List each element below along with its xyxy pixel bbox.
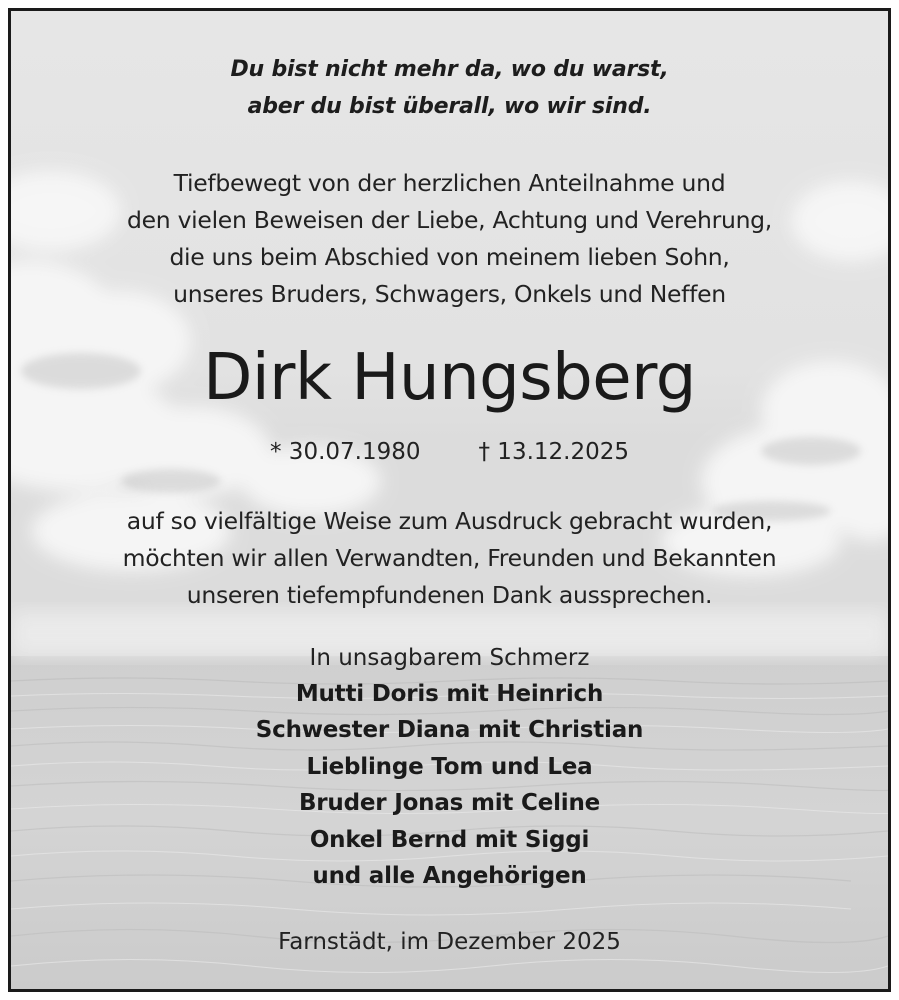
signature-name: Onkel Bernd mit Siggi (309, 827, 590, 853)
thanks-line-3: unseren tiefempfundenen Dank aussprechen. (186, 581, 713, 609)
signature-name: und alle Angehörigen (312, 863, 587, 889)
place-and-date: Farnstädt, im Dezember 2025 (278, 929, 621, 955)
thanks-line-2: möchten wir allen Verwandten, Freunden und Bekannten (122, 544, 777, 572)
life-dates (11, 439, 888, 465)
signature-name: Mutti Doris mit Heinrich (295, 681, 604, 707)
intro-line-3: die uns beim Abschied von meinem lieben Sohn, (169, 243, 730, 271)
motto-line-1: Du bist nicht mehr da, wo du warst, (230, 57, 669, 82)
obituary-content (11, 11, 888, 989)
signature-name: Bruder Jonas mit Celine (298, 790, 601, 816)
signature-intro: In unsagbarem Schmerz (309, 645, 590, 671)
obituary-frame (8, 8, 891, 992)
motto-line-2: aber du bist überall, wo wir sind. (247, 94, 652, 119)
thanks-line-1: auf so vielfältige Weise zum Ausdruck gebracht wurden, (126, 507, 773, 535)
intro-line-2: den vielen Beweisen der Liebe, Achtung und Verehrung, (127, 206, 772, 234)
intro-line-4: unseres Bruders, Schwagers, Onkels und Neffen (173, 280, 726, 308)
deceased-name: Dirk Hungsberg (203, 341, 696, 415)
signature-name: Lieblinge Tom und Lea (306, 754, 593, 780)
signature-name: Schwester Diana mit Christian (255, 717, 644, 743)
intro-line-1: Tiefbewegt von der herzlichen Anteilnahme und (173, 169, 726, 197)
death-date: † 13.12.2025 (478, 439, 629, 465)
birth-date: * 30.07.1980 (270, 439, 421, 465)
